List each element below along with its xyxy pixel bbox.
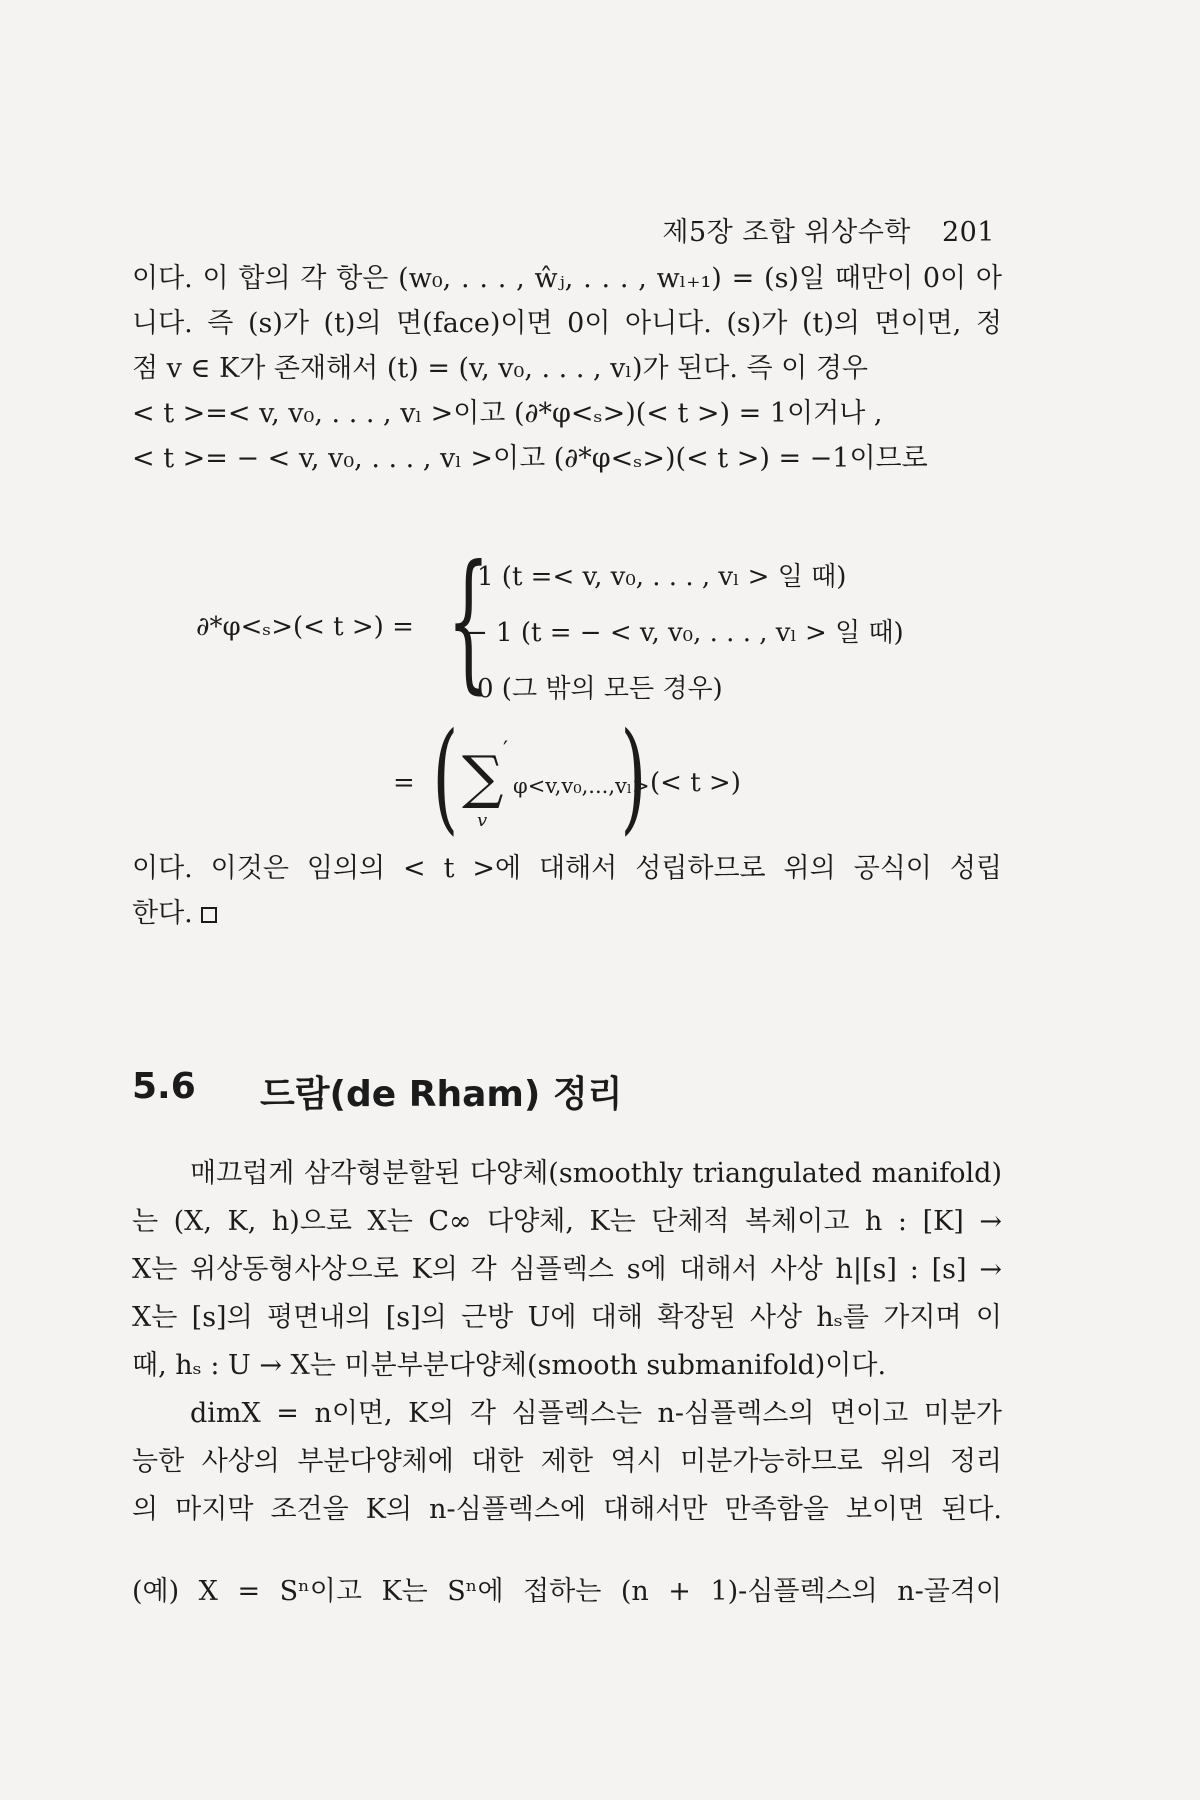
proof-line: 이다. 이 합의 각 항은 (w₀, . . . , ŵⱼ, . . . , wₗ₊₁) = (s)일 때만이 0이 아: [132, 263, 1002, 294]
left-brace: {: [447, 534, 490, 708]
sum-prime: ′: [503, 738, 508, 763]
proof-line: < t >= − < v, v₀, . . . , vₗ >이고 (∂*φ<ₛ>)(< t >) = −1이므로: [132, 443, 928, 474]
proof-closing-line: [132, 897, 1002, 931]
section-title: 드람(de Rham) 정리: [260, 1074, 623, 1115]
paragraph-line: X는 위상동형사상으로 K의 각 심플렉스 s에 대해서 사상 h|[s] : [s] →: [132, 1254, 1002, 1285]
chapter-title: 제5장 조합 위상수학: [662, 217, 911, 248]
paragraph-line: 매끄럽게 삼각형분할된 다양체(smoothly triangulated manifold): [190, 1158, 1002, 1189]
equation-case-3: 0 (그 밖의 모든 경우): [477, 674, 723, 704]
sum-index: v: [477, 810, 488, 831]
equation-equals: =: [393, 768, 415, 798]
proof-closing-text: 한다.: [132, 898, 193, 929]
section-number: 5.6: [132, 1066, 196, 1107]
equation-lhs: ∂*φ<ₛ>(< t >) =: [196, 612, 414, 642]
paragraph-line: 때, hₛ : U → X는 미분부분다양체(smooth submanifold)이다.: [132, 1350, 887, 1381]
paragraph-line: 능한 사상의 부분다양체에 대한 제한 역시 미분가능하므로 위의 정리: [132, 1446, 1002, 1477]
paragraph-line: 는 (X, K, h)으로 X는 C∞ 다양체, K는 단체적 복체이고 h : [K] →: [132, 1206, 1002, 1237]
proof-line: 니다. 즉 (s)가 (t)의 면(face)이면 0이 아니다. (s)가 (t)의 면이면, 정: [132, 308, 1002, 339]
paragraph-line: dimX = n이면, K의 각 심플렉스는 n-심플렉스의 면이고 미분가: [190, 1398, 1002, 1429]
equation-case-1: 1 (t =< v, v₀, . . . , vₗ > 일 때): [477, 562, 847, 592]
left-paren: (: [432, 708, 459, 847]
proof-line: < t >=< v, v₀, . . . , vₗ >이고 (∂*φ<ₛ>)(< t >) = 1이거나 ,: [132, 398, 883, 429]
qed-square-icon: [201, 907, 217, 923]
equation-case-2: − 1 (t = − < v, v₀, . . . , vₗ > 일 때): [466, 618, 904, 648]
running-header: [662, 210, 995, 249]
paragraph-line: X는 [s]의 평면내의 [s]의 근방 U에 대해 확장된 사상 hₛ를 가지며 이: [132, 1302, 1002, 1333]
right-paren: ): [620, 708, 647, 847]
paragraph-line: 의 마지막 조건을 K의 n-심플렉스에 대해서만 만족함을 보이면 된다.: [132, 1494, 1002, 1525]
sum-term: φ<v,v₀,...,vₗ>: [513, 774, 650, 798]
sum-argument: (< t >): [650, 768, 741, 798]
page-number: 201: [941, 217, 995, 248]
sigma-symbol: ∑: [462, 743, 504, 811]
example-line: (예) X = Sⁿ이고 K는 Sⁿ에 접하는 (n + 1)-심플렉스의 n-골격이: [132, 1576, 1002, 1607]
proof-line: 점 v ∈ K가 존재해서 (t) = (v, v₀, . . . , vₗ)가 된다. 즉 이 경우: [132, 353, 868, 384]
proof-closing-line: 이다. 이것은 임의의 < t >에 대해서 성립하므로 위의 공식이 성립: [132, 853, 1002, 884]
